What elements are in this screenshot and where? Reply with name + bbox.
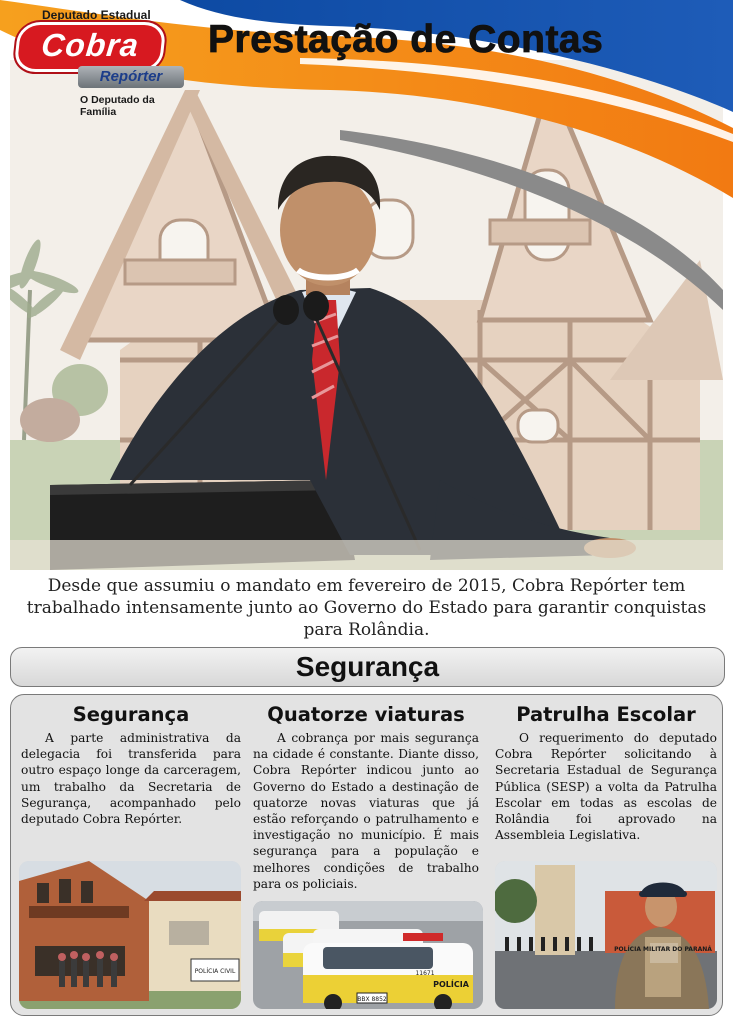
photo-delegacia bbox=[19, 861, 241, 1009]
column-title: Quatorze viaturas bbox=[267, 703, 465, 726]
section-title: Segurança bbox=[295, 651, 440, 682]
header bbox=[0, 0, 733, 120]
photo-patrulha bbox=[495, 861, 717, 1009]
logo-name: Cobra bbox=[39, 27, 141, 63]
photo-badge-text: POLÍCIA MILITAR DO PARANÁ bbox=[614, 946, 712, 953]
content-panel bbox=[10, 694, 723, 1016]
photo-sign-text: POLÍCIA CIVIL bbox=[194, 968, 236, 975]
column-seguranca bbox=[21, 703, 241, 827]
logo bbox=[12, 6, 192, 118]
photo-plate-text: BBX 8852 bbox=[357, 996, 387, 1003]
logo-badge bbox=[13, 22, 166, 72]
column-text: A parte administrativa da delegacia foi transferida para outro espaço longe da carceragem, um trabalho da Secretaria de Segurança, acompanhado pelo deputado Cobra Repórter. bbox=[21, 731, 241, 827]
photo-viaturas bbox=[253, 901, 483, 1009]
photo-car-text: POLÍCIA bbox=[433, 980, 469, 989]
column-viaturas bbox=[253, 703, 479, 892]
column-text: A cobrança por mais segurança na cidade é constante. Diante disso, Cobra Repórter indicou junto ao Governo do Estado a destinação de quatorze novas viaturas que já estão reforçando o patrulhamento e investigação no município. É mais segurança para a população e melhores condições de trabalho para os policiais. bbox=[253, 731, 479, 891]
section-banner bbox=[10, 647, 725, 687]
page-title: Prestação de Contas bbox=[208, 18, 604, 61]
column-text: O requerimento do deputado Cobra Repórter solicitando à Secretaria Estadual de Segurança Pública (SESP) a volta da Patrulha Escolar em todas as escolas de Rolândia foi aprovado na Assembleia Legislativa. bbox=[495, 731, 717, 843]
logo-subtitle-text: Repórter bbox=[99, 68, 163, 85]
column-patrulha bbox=[495, 703, 717, 843]
column-title: Segurança bbox=[72, 703, 190, 726]
intro-text: Desde que assumiu o mandato em fevereiro de 2015, Cobra Repórter tem trabalhado intensamente junto ao Governo do Estado para garantir conquistas para Rolândia. bbox=[26, 576, 707, 640]
logo-subtitle bbox=[78, 66, 184, 88]
logo-tagline: O Deputado da Família bbox=[80, 94, 155, 118]
photo-unit-text: 11671 bbox=[415, 970, 435, 977]
column-title: Patrulha Escolar bbox=[516, 703, 696, 726]
logo-top-text: Deputado Estadual bbox=[42, 8, 151, 22]
